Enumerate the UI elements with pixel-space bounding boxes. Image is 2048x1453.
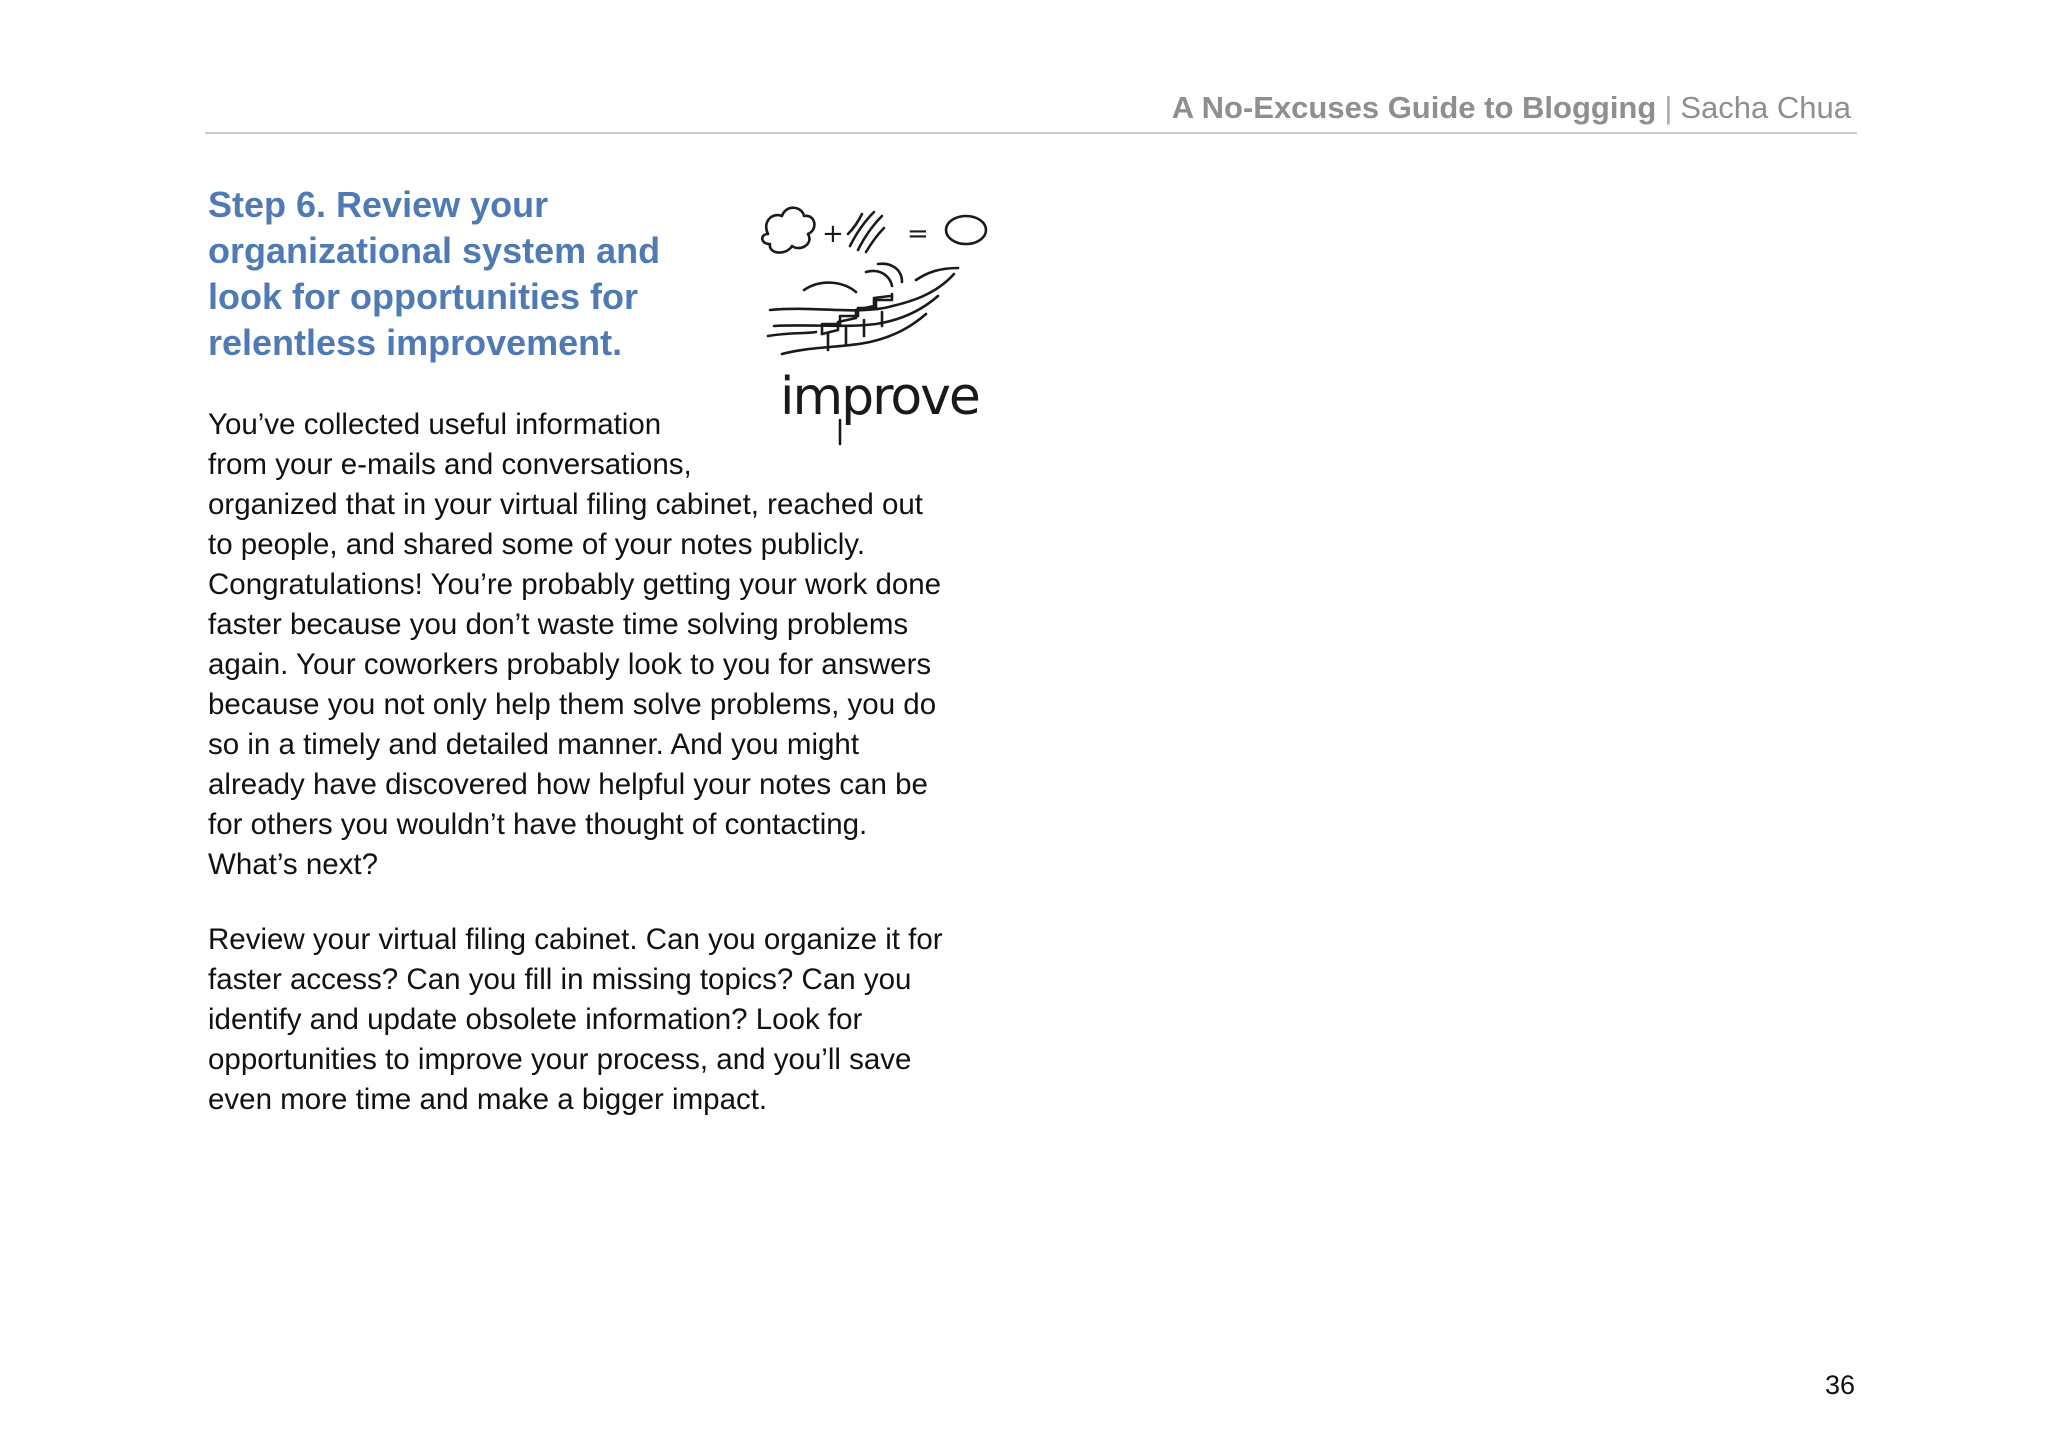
heading-line: look for opportunities for bbox=[208, 276, 638, 317]
text-line: You’ve collected useful information bbox=[208, 408, 662, 441]
text-line: organized that in your virtual filing cabinet, reached out bbox=[208, 488, 923, 521]
formula-equals: = bbox=[907, 219, 929, 249]
running-header bbox=[205, 86, 1857, 134]
text-line: from your e-mails and conversations, bbox=[208, 448, 692, 481]
text-line: again. Your coworkers probably look to you for answers bbox=[208, 648, 932, 681]
cloud-icon bbox=[762, 208, 814, 253]
heading-line: Step 6. Review your bbox=[208, 184, 549, 225]
body-paragraph bbox=[208, 920, 1008, 1120]
heading-line: relentless improvement. bbox=[208, 322, 623, 363]
circle-icon bbox=[946, 216, 986, 244]
text-line: opportunities to improve your process, and you’ll save bbox=[208, 1043, 912, 1076]
heading-line: organizational system and bbox=[208, 230, 661, 271]
header-separator: | bbox=[1664, 90, 1673, 125]
text-line: Review your virtual filing cabinet. Can you organize it for bbox=[208, 923, 943, 956]
text-line: for others you wouldn’t have thought of contacting. bbox=[208, 808, 868, 841]
text-line: faster because you don’t waste time solving problems bbox=[208, 608, 909, 641]
steps-drawing bbox=[768, 264, 958, 354]
text-line: even more time and make a bigger impact. bbox=[208, 1083, 768, 1116]
text-line: to people, and shared some of your notes publicly. bbox=[208, 528, 866, 561]
formula-plus: + bbox=[822, 219, 844, 249]
text-line: Congratulations! You’re probably getting your work done bbox=[208, 568, 942, 601]
text-line: faster access? Can you fill in missing topics? Can you bbox=[208, 963, 912, 996]
text-line: What’s next? bbox=[208, 848, 378, 881]
book-title: A No-Excuses Guide to Blogging bbox=[1171, 90, 1657, 125]
page-number: 36 bbox=[1824, 1370, 1855, 1400]
wind-icon bbox=[848, 212, 884, 252]
text-line: so in a timely and detailed manner. And you might bbox=[208, 728, 860, 761]
text-line: because you not only help them solve problems, you do bbox=[208, 688, 937, 721]
section-heading bbox=[208, 182, 728, 366]
text-line: identify and update obsolete information? Look for bbox=[208, 1003, 863, 1036]
running-header-text bbox=[1172, 90, 1851, 126]
text-line: already have discovered how helpful your notes can be bbox=[208, 768, 928, 801]
sketch-caption: improve bbox=[780, 367, 979, 427]
body-paragraph bbox=[208, 405, 1008, 885]
author-name: Sacha Chua bbox=[1680, 90, 1851, 125]
